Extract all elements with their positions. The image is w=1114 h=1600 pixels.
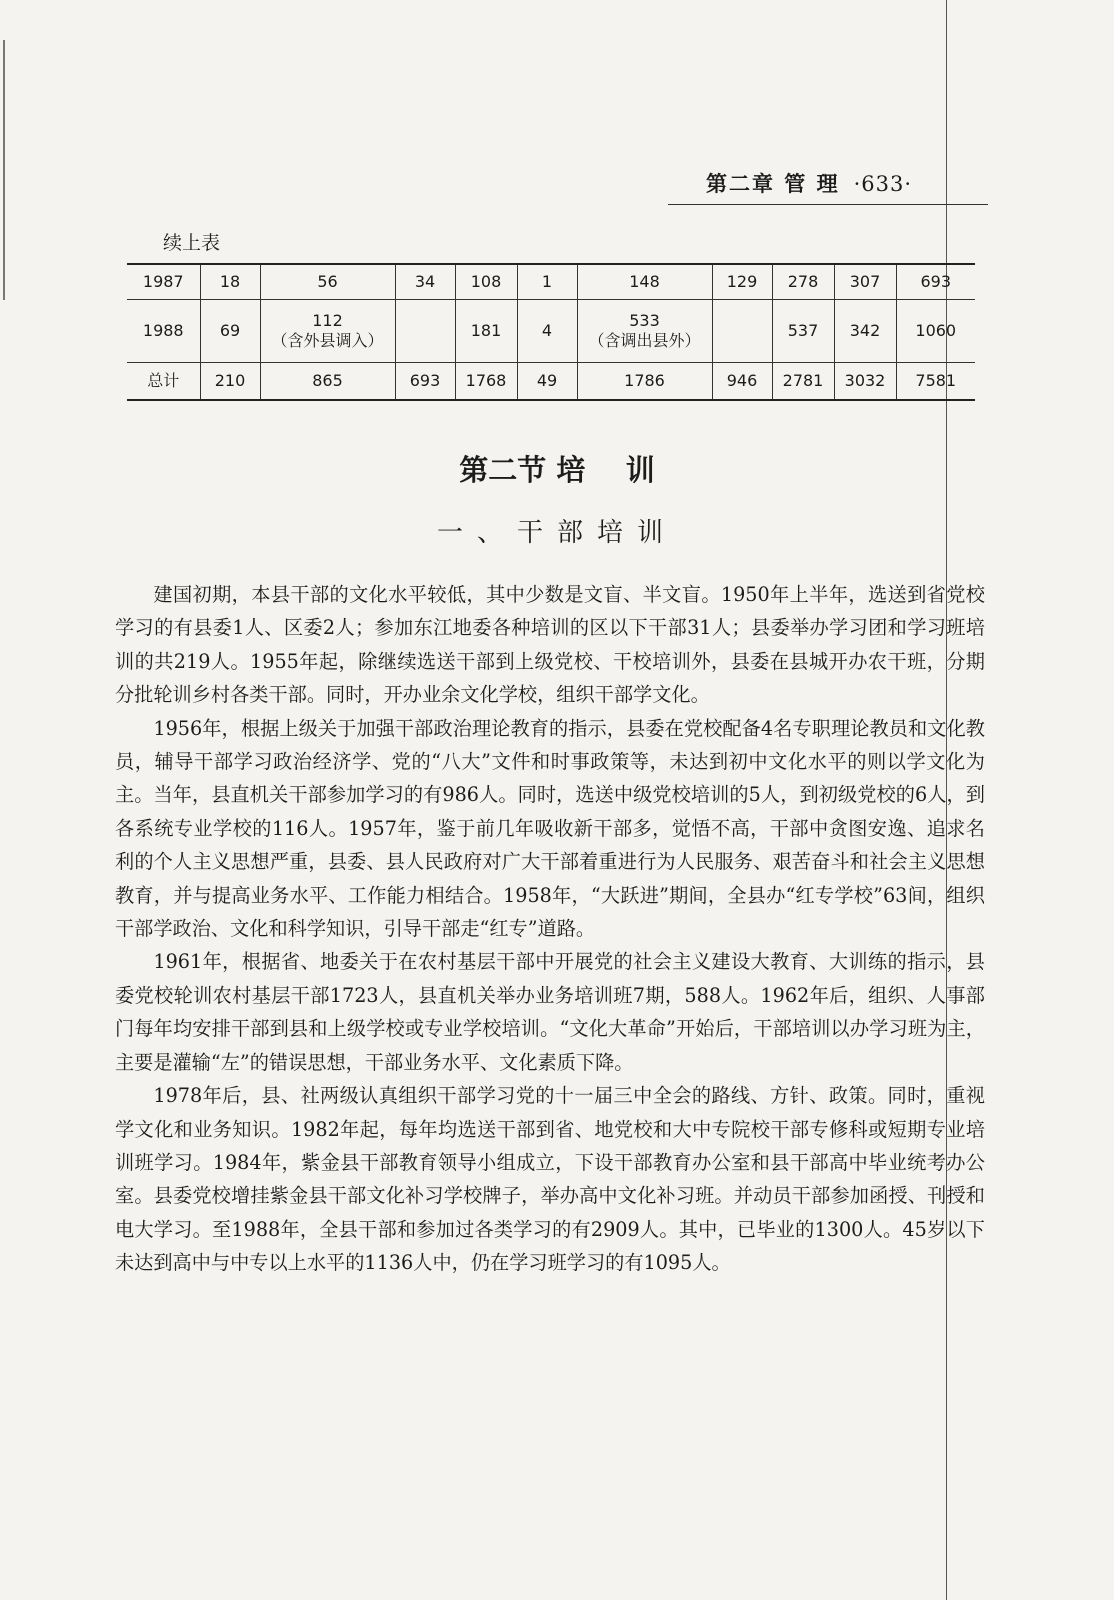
table-cell bbox=[772, 264, 834, 300]
table-cell bbox=[896, 300, 975, 363]
table-cell bbox=[517, 363, 577, 401]
continued-table bbox=[127, 263, 975, 401]
table-cell bbox=[834, 264, 896, 300]
table-cell bbox=[712, 300, 772, 363]
table-cell bbox=[772, 300, 834, 363]
table-cell bbox=[896, 363, 975, 401]
cell-value: 2781 bbox=[782, 371, 824, 390]
table-cell bbox=[455, 363, 517, 401]
cell-note: （含调出县外） bbox=[588, 331, 701, 350]
table-row bbox=[127, 264, 975, 300]
table-cell bbox=[577, 264, 712, 300]
table-cell bbox=[896, 264, 975, 300]
cell-value: 112 bbox=[312, 311, 343, 330]
table-cell bbox=[127, 363, 200, 401]
table-cell bbox=[395, 264, 455, 300]
table-cell bbox=[260, 300, 395, 363]
cell-value: 1988 bbox=[142, 321, 184, 340]
cell-value: 69 bbox=[219, 321, 241, 340]
table-cell bbox=[200, 300, 260, 363]
cell-value: 1 bbox=[541, 272, 553, 291]
paragraph: 1956年，根据上级关于加强干部政治理论教育的指示，县委在党校配备4名专职理论教员和文化教员，辅导干部学习政治经济学、党的“八大”文件和时事政策等，未达到初中文化水平的则以学文化为主。当年，县直机关干部参加学习的有986人。同时，选送中级党校培训的5人，到初级党校的6人，到各系统专业学校的116人。1957年，鉴于前几年吸收新干部多，觉悟不高，干部中贪图安逸、追求名利的个人主义思想严重，县委、县人民政府对广大干部着重进行为人民服务、艰苦奋斗和社会主义思想教育，并与提高业务水平、工作能力相结合。1958年，“大跃进”期间，全县办“红专学校”63间，组织干部学政治、文化和科学知识，引导干部走“红专”道路。 bbox=[115, 716, 985, 941]
cell-value: 1786 bbox=[624, 371, 665, 390]
cell-value: 49 bbox=[536, 371, 558, 390]
chapter-title: 第二章 管 理 bbox=[706, 171, 840, 196]
table-row bbox=[127, 300, 975, 363]
paragraph: 1961年，根据省、地委关于在农村基层干部中开展党的社会主义建设大教育、大训练的指示，县委党校轮训农村基层干部1723人，县直机关举办业务培训班7期，588人。1962年后，组织、人事部门每年均安排干部到县和上级学校或专业学校培训。“文化大革命”开始后，干部培训以办学习班为主，主要是灌输“左”的错误思想，干部业务水平、文化素质下降。 bbox=[115, 950, 985, 1074]
cell-value: 278 bbox=[787, 272, 819, 291]
cell-value: 693 bbox=[409, 371, 441, 390]
cell-value: 1060 bbox=[915, 321, 957, 340]
paragraph: 1978年后，县、社两级认真组织干部学习党的十一届三中全会的路线、方针、政策。同时，重视学文化和业务知识。1982年起，每年均选送干部到省、地党校和大中专院校干部专修科或短期专业培训班学习。1984年，紫金县干部教育领导小组成立，下设干部教育办公室和县干部高中毕业统考办公室。县委党校增挂紫金县干部文化补习学校牌子，举办高中文化补习班。并动员干部参加函授、刊授和电大学习。至1988年，全县干部和参加过各类学习的有2909人。其中，已毕业的1300人。45岁以下未达到高中与中专以上水平的1136人中，仍在学习班学习的有1095人。 bbox=[115, 1084, 985, 1275]
table-cell bbox=[772, 363, 834, 401]
cell-value: 533 bbox=[629, 311, 660, 330]
table-cell bbox=[455, 264, 517, 300]
table-row bbox=[127, 363, 975, 401]
cell-value: 181 bbox=[470, 321, 502, 340]
cell-value: 537 bbox=[787, 321, 819, 340]
paragraph: 建国初期，本县干部的文化水平较低，其中少数是文盲、半文盲。1950年上半年，选送到省党校学习的有县委1人、区委2人；参加东江地委各种培训的区以下干部31人；县委举办学习团和学习班培训的共219人。1955年起，除继续选送干部到上级党校、干校培训外，县委在县城开办农干班，分期分批轮训乡村各类干部。同时，开办业余文化学校，组织干部学文化。 bbox=[115, 583, 985, 707]
cell-value: 7581 bbox=[915, 371, 957, 390]
cell-value: 129 bbox=[726, 272, 758, 291]
cell-value: 148 bbox=[629, 272, 660, 291]
cell-value: 56 bbox=[317, 272, 338, 291]
cell-value: 4 bbox=[541, 321, 553, 340]
table-cell bbox=[455, 300, 517, 363]
cell-value: 946 bbox=[726, 371, 758, 390]
header-rule bbox=[668, 204, 988, 205]
table-cell bbox=[517, 300, 577, 363]
cell-value: 307 bbox=[849, 272, 881, 291]
table-caption: 续上表 bbox=[163, 232, 221, 254]
cell-value: 3032 bbox=[844, 371, 886, 390]
table-cell bbox=[834, 300, 896, 363]
table-cell bbox=[712, 363, 772, 401]
table-cell bbox=[200, 363, 260, 401]
table-cell bbox=[260, 264, 395, 300]
cell-value: 693 bbox=[920, 272, 952, 291]
cell-value: 18 bbox=[219, 272, 241, 291]
cell-value: 1987 bbox=[142, 272, 184, 291]
table-cell bbox=[517, 264, 577, 300]
cell-value: 108 bbox=[470, 272, 502, 291]
running-header bbox=[706, 168, 912, 198]
cell-value: 865 bbox=[312, 371, 343, 390]
table-cell bbox=[577, 300, 712, 363]
cell-note: （含外县调入） bbox=[271, 331, 384, 350]
table-cell bbox=[395, 300, 455, 363]
cell-value: 210 bbox=[214, 371, 246, 390]
table-cell bbox=[834, 363, 896, 401]
table-cell bbox=[577, 363, 712, 401]
cell-value: 34 bbox=[414, 272, 436, 291]
page-number: ·633· bbox=[853, 172, 913, 196]
table-cell bbox=[200, 264, 260, 300]
table-cell bbox=[712, 264, 772, 300]
table-cell bbox=[260, 363, 395, 401]
table-cell bbox=[395, 363, 455, 401]
table-cell bbox=[127, 300, 200, 363]
table-cell bbox=[127, 264, 200, 300]
section-title: 第二节 培 训 bbox=[459, 453, 655, 487]
body-text bbox=[115, 578, 985, 1280]
cell-value: 总计 bbox=[147, 371, 180, 390]
page-edge-mark bbox=[3, 40, 5, 300]
cell-value: 342 bbox=[849, 321, 881, 340]
cell-value: 1768 bbox=[465, 371, 507, 390]
subsection-title: 一、干部培训 bbox=[436, 518, 677, 548]
